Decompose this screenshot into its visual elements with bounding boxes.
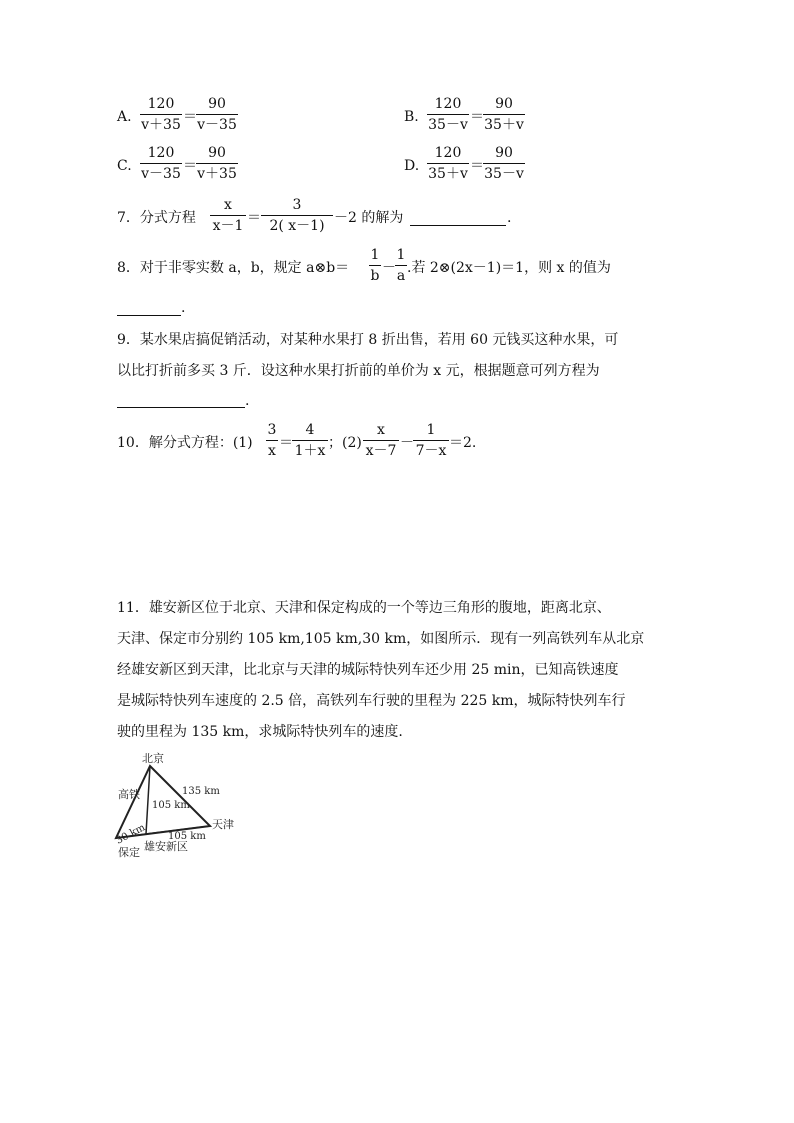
label-xiongan: 雄安新区	[144, 840, 188, 853]
label-gaotie: 高铁	[118, 788, 140, 801]
label-d-bj-xa: 105 km	[152, 800, 190, 811]
q8-answer-blank[interactable]	[117, 314, 181, 316]
option-c-left-fraction	[140, 145, 182, 182]
numerator: 1	[426, 422, 436, 438]
numerator: 120	[147, 145, 175, 161]
numerator: 120	[434, 145, 462, 161]
option-c-label: C.	[117, 158, 132, 174]
denominator: x	[268, 443, 276, 459]
q7-left-fraction	[210, 197, 246, 234]
label-tianjin: 天津	[212, 818, 234, 831]
q7-answer-blank[interactable]	[410, 224, 506, 226]
q10-suffix: ＝2.	[449, 435, 477, 451]
denominator: 35－v	[428, 117, 468, 133]
label-beijing: 北京	[142, 752, 164, 765]
option-b-left-fraction	[427, 96, 469, 133]
equals-sign: ＝	[183, 158, 197, 174]
equals-sign: ＝	[470, 109, 484, 125]
numerator: 90	[208, 145, 226, 161]
q11-line-5: 驶的里程为 135 km，求城际特快列车的速度.	[117, 724, 403, 740]
denominator: 35＋v	[428, 166, 468, 182]
q11-line-3: 经雄安新区到天津，比北京与天津的城际特快列车还少用 25 min，已知高铁速度	[117, 662, 619, 678]
denominator: 7－x	[415, 443, 447, 459]
numerator: 3	[292, 197, 302, 213]
option-a-label: A.	[117, 109, 132, 125]
q7-prefix: 7．分式方程	[117, 210, 196, 226]
q10-fraction-3-over-x	[266, 422, 278, 459]
label-d-bj-tj: 135 km	[182, 786, 220, 797]
denominator: a	[396, 268, 406, 284]
minus-sign: －	[382, 260, 396, 276]
q10-fraction-x-over-xminus7	[363, 422, 399, 459]
denominator: v＋35	[197, 166, 237, 182]
numerator: 1	[396, 247, 406, 263]
minus-sign: －	[400, 435, 414, 451]
denominator: 35＋v	[484, 117, 524, 133]
equals-sign: ＝	[279, 435, 293, 451]
q10-mid: ；(2)	[328, 435, 362, 451]
option-a-left-fraction	[140, 96, 182, 133]
q10-fraction-4-over-1plusx	[292, 422, 328, 459]
denominator: x－1	[212, 218, 244, 234]
q9-end: .	[245, 393, 250, 409]
label-d-bd-xa: 30 km	[114, 822, 148, 847]
equals-sign: ＝	[470, 158, 484, 174]
q7-suffix: －2 的解为	[334, 210, 404, 226]
option-c-right-fraction	[196, 145, 238, 182]
q11-line-4: 是城际特快列车速度的 2.5 倍，高铁列车行驶的里程为 225 km，城际特快列车行	[117, 693, 626, 709]
numerator: 4	[305, 422, 315, 438]
label-baoding: 保定	[118, 846, 140, 859]
denominator: 1＋x	[294, 443, 326, 459]
q8-fraction-1-over-a	[395, 247, 407, 284]
q8-prefix: 8．对于非零实数 a，b，规定 a⊗b＝	[117, 260, 350, 276]
denominator: x－7	[365, 443, 397, 459]
numerator: 90	[208, 96, 226, 112]
numerator: 90	[495, 145, 513, 161]
option-d-label: D.	[404, 158, 420, 174]
option-a-right-fraction	[196, 96, 238, 133]
q8-suffix: .若 2⊗(2x－1)＝1，则 x 的值为	[407, 260, 611, 276]
numerator: x	[377, 422, 385, 438]
denominator: 2( x－1)	[269, 218, 325, 234]
numerator: 1	[370, 247, 380, 263]
q9-line-2: 以比打折前多买 3 斤．设这种水果打折前的单价为 x 元，根据题意可列方程为	[117, 363, 600, 379]
denominator: 35－v	[484, 166, 524, 182]
denominator: v－35	[197, 117, 237, 133]
q8-fraction-1-over-b	[369, 247, 381, 284]
denominator: v－35	[141, 166, 181, 182]
q11-line-1: 11．雄安新区位于北京、天津和保定构成的一个等边三角形的腹地，距离北京、	[117, 600, 611, 616]
numerator: 3	[267, 422, 277, 438]
option-d-left-fraction	[427, 145, 469, 182]
q10-prefix: 10．解分式方程：(1)	[117, 435, 253, 451]
q7-right-fraction	[261, 197, 333, 234]
denominator: b	[370, 268, 380, 284]
triangle-map-figure	[112, 748, 252, 866]
q9-line-1: 9．某水果店搞促销活动，对某种水果打 8 折出售，若用 60 元钱买这种水果，可	[117, 332, 619, 348]
equals-sign: ＝	[183, 109, 197, 125]
numerator: 90	[495, 96, 513, 112]
label-d-xa-tj: 105 km	[168, 831, 206, 842]
numerator: 120	[147, 96, 175, 112]
q7-end: .	[507, 210, 512, 226]
numerator: x	[224, 197, 232, 213]
equals-sign: ＝	[247, 210, 261, 226]
option-b-right-fraction	[483, 96, 525, 133]
q9-answer-blank[interactable]	[117, 406, 245, 408]
denominator: v＋35	[141, 117, 181, 133]
option-b-label: B.	[404, 109, 419, 125]
q11-line-2: 天津、保定市分别约 105 km,105 km,30 km，如图所示．现有一列高铁列车从北京	[117, 631, 645, 647]
numerator: 120	[434, 96, 462, 112]
option-d-right-fraction	[483, 145, 525, 182]
q10-fraction-1-over-7minusx	[413, 422, 449, 459]
q8-end: .	[181, 300, 186, 316]
